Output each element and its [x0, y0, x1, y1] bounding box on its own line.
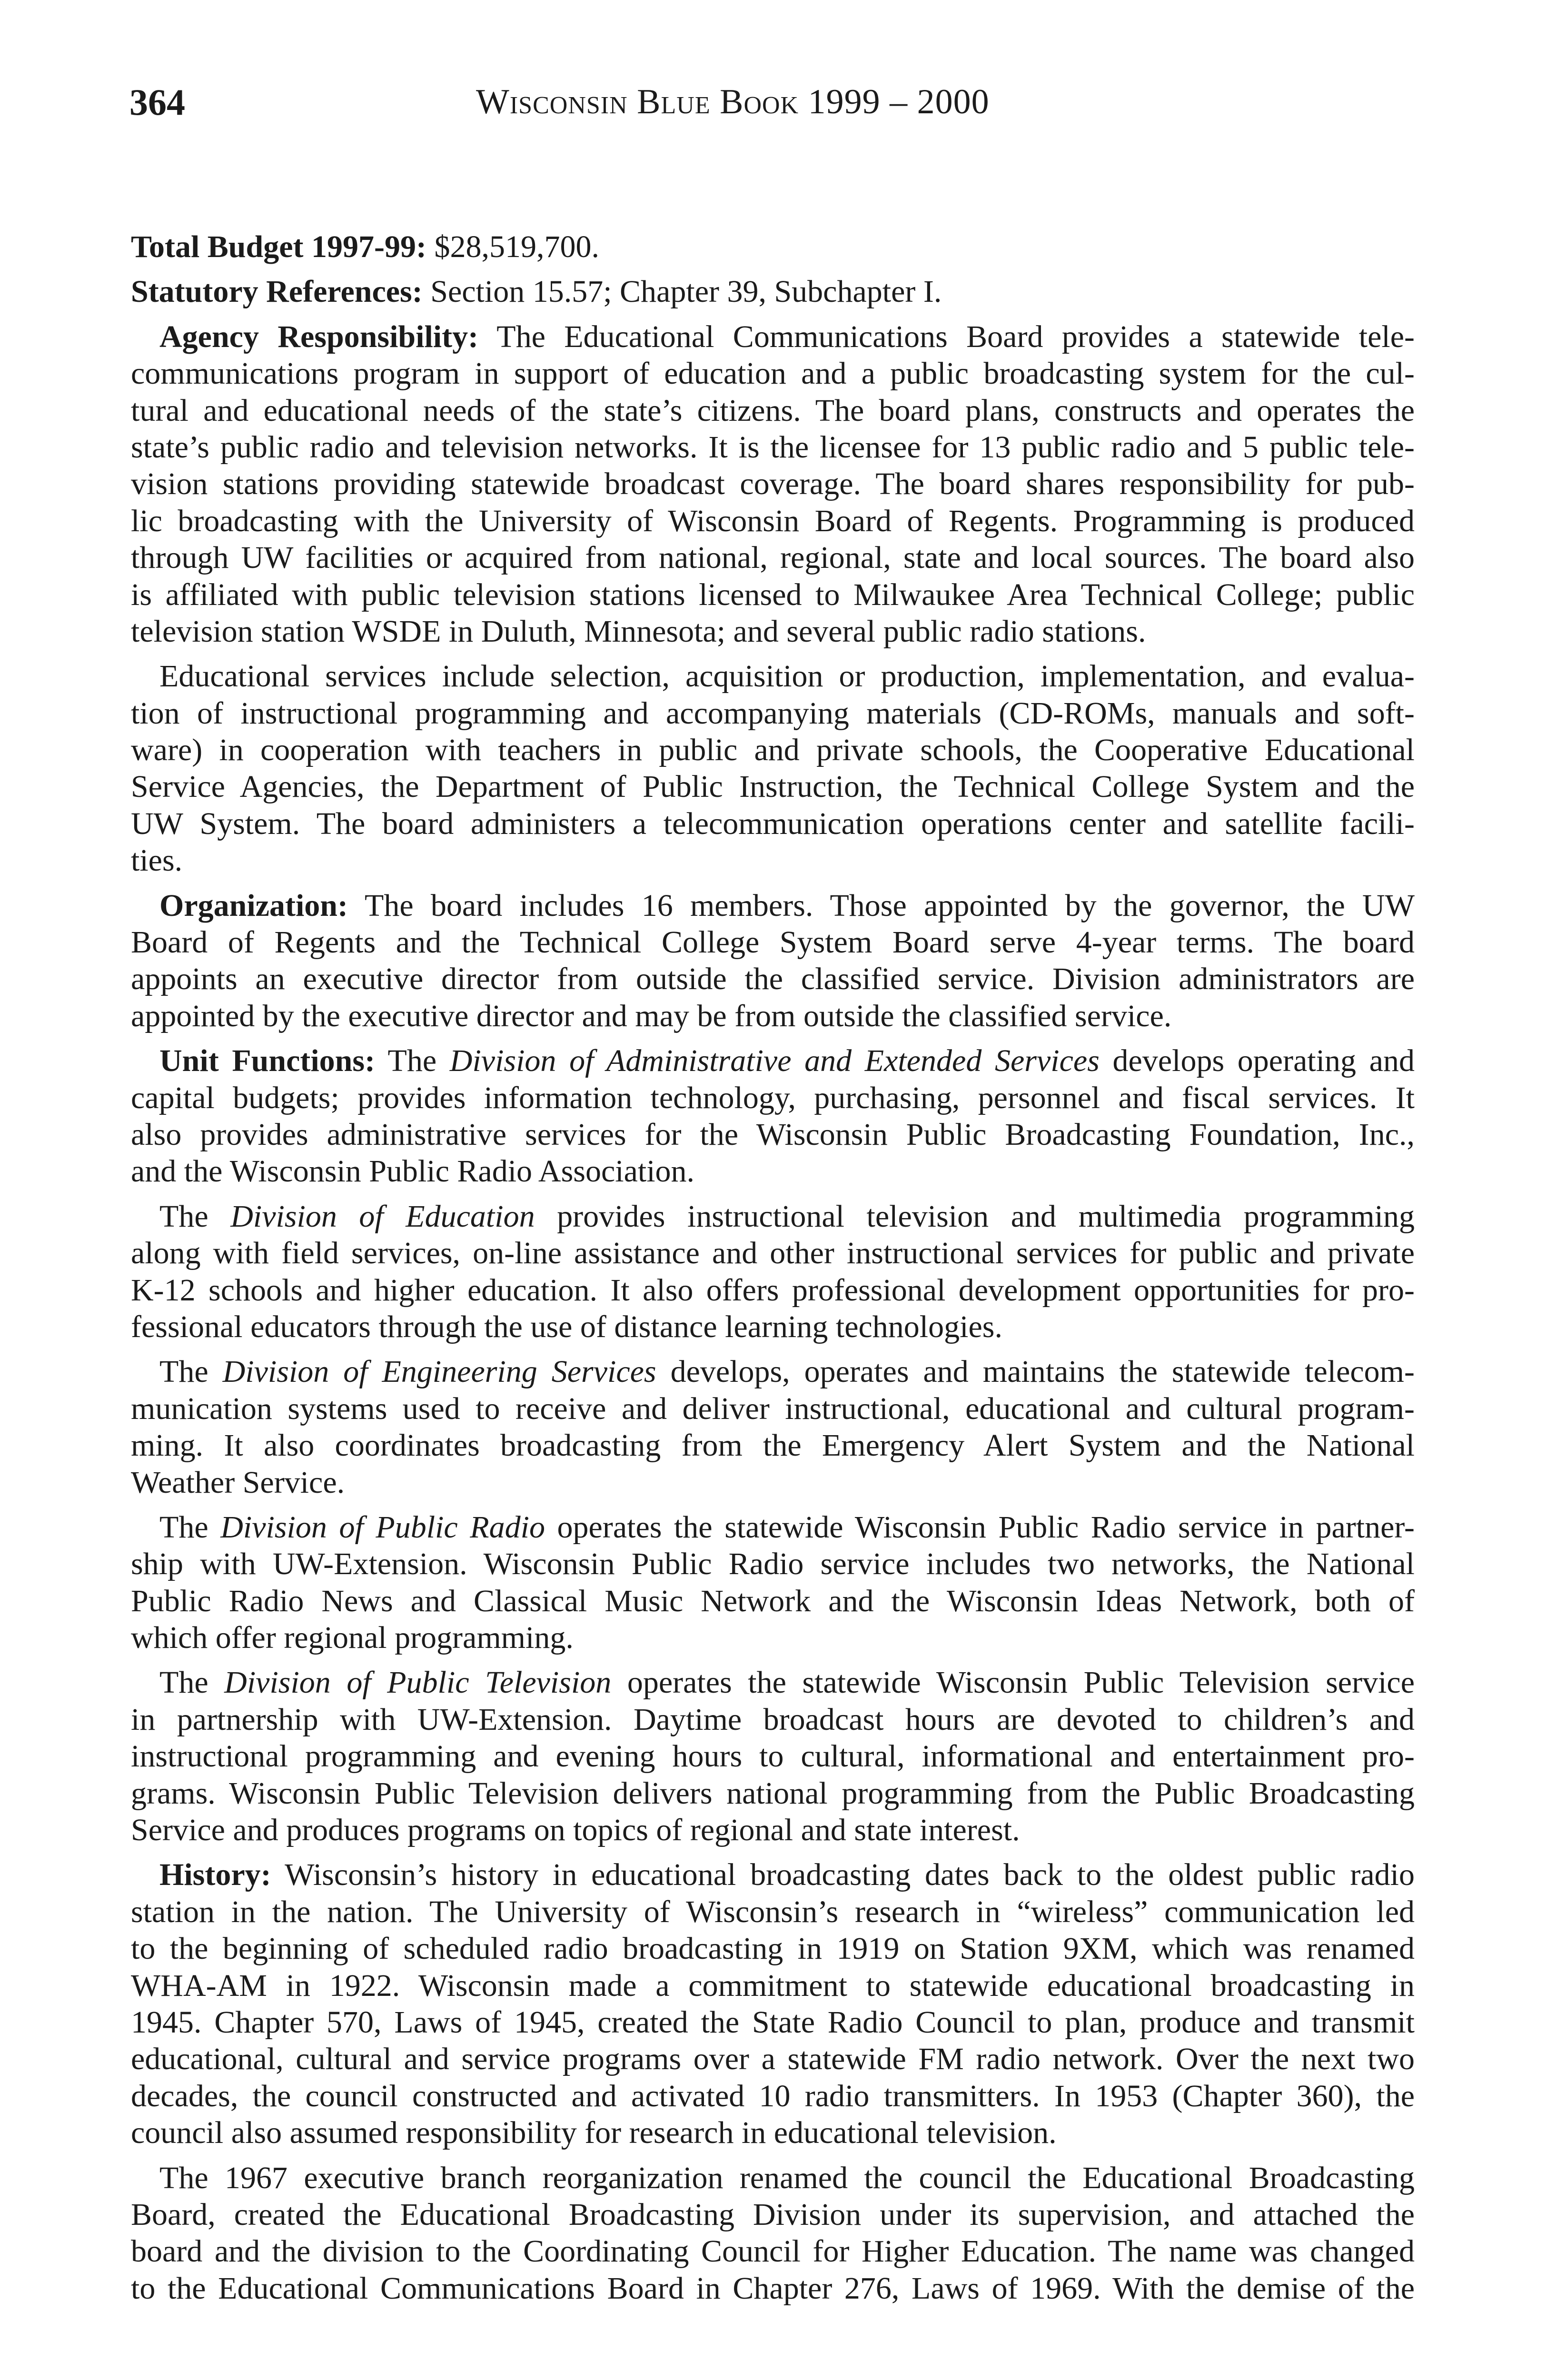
- text-line: [131, 805, 1415, 842]
- text-run: The: [375, 1043, 450, 1079]
- text-run: council also assumed responsibility for research in educational television.: [131, 2115, 1057, 2151]
- text-line: [131, 1967, 1415, 2004]
- text-line: [131, 1272, 1415, 1309]
- text-line: [131, 1427, 1415, 1464]
- paragraph: [131, 273, 1415, 310]
- text-line: [131, 1198, 1415, 1235]
- text-run: station in the nation. The University of Wisconsin’s research in “wireless” communication led: [131, 1894, 1415, 1929]
- text-run: communications program in support of education and a public broadcasting system for the cul-: [131, 356, 1415, 391]
- text-line: [131, 658, 1415, 694]
- text-run: develops operating and: [1099, 1043, 1415, 1079]
- text-line: [131, 2078, 1415, 2114]
- text-line: [131, 1701, 1415, 1738]
- text-run: munication systems used to receive and deliver instructional, educational and cultural program-: [131, 1391, 1415, 1426]
- paragraph: [131, 318, 1415, 650]
- text-line: [131, 2114, 1415, 2151]
- text-line: [131, 2041, 1415, 2077]
- text-run: The: [159, 1354, 223, 1389]
- bold-lead-in: Organization:: [159, 888, 348, 923]
- bold-lead-in: History:: [159, 1857, 271, 1893]
- italic-division-name: Division of Administrative and Extended Services: [449, 1043, 1100, 1079]
- text-run: WHA-AM in 1922. Wisconsin made a commitment to statewide educational broadcasting in: [131, 1968, 1415, 2003]
- text-line: [131, 1546, 1415, 1582]
- text-run: which offer regional programming.: [131, 1620, 574, 1656]
- text-run: decades, the council constructed and activated 10 radio transmitters. In 1953 (Chapter 360), the: [131, 2078, 1415, 2113]
- text-line: [131, 1738, 1415, 1775]
- text-run: Board, created the Educational Broadcasting Division under its supervision, and attached the: [131, 2197, 1415, 2232]
- text-run: Service and produces programs on topics of regional and state interest.: [131, 1813, 1020, 1848]
- text-line: [131, 318, 1415, 355]
- text-run: ship with UW-Extension. Wisconsin Public Radio service includes two networks, the National: [131, 1547, 1415, 1582]
- text-run: operates the statewide Wisconsin Public Radio service in partner-: [545, 1509, 1415, 1545]
- text-run: Section 15.57; Chapter 39, Subchapter I.: [422, 274, 942, 309]
- text-run: Service Agencies, the Department of Public Instruction, the Technical College System and the: [131, 769, 1415, 804]
- paragraph: [131, 1509, 1415, 1656]
- paragraph: [131, 658, 1415, 879]
- text-line: [131, 998, 1415, 1034]
- paragraph: [131, 887, 1415, 1035]
- text-run: grams. Wisconsin Public Television delivers national programming from the Public Broadcasting: [131, 1775, 1415, 1811]
- text-run: lic broadcasting with the University of Wisconsin Board of Regents. Programming is produced: [131, 503, 1415, 538]
- text-line: [131, 1775, 1415, 1812]
- text-run: board and the division to the Coordinating Council for Higher Education. The name was changed: [131, 2234, 1415, 2269]
- paragraph: [131, 1042, 1415, 1190]
- text-run: Educational services include selection, acquisition or production, implementation, and evalua-: [159, 659, 1415, 694]
- text-run: to the Educational Communications Board in Chapter 276, Laws of 1969. With the demise of the: [131, 2271, 1415, 2306]
- text-run: in partnership with UW-Extension. Daytime broadcast hours are devoted to children’s and: [131, 1702, 1415, 1737]
- text-line: [131, 392, 1415, 429]
- paragraph: [131, 1664, 1415, 1848]
- text-line: [131, 1509, 1415, 1546]
- text-line: [131, 1464, 1415, 1501]
- text-line: [131, 1153, 1415, 1190]
- text-line: [131, 1619, 1415, 1656]
- text-run: vision stations providing statewide broadcast coverage. The board shares responsibility for pub-: [131, 466, 1415, 502]
- bold-lead-in: Statutory References:: [131, 274, 423, 309]
- text-run: provides instructional television and multimedia programming: [535, 1199, 1415, 1234]
- text-run: ming. It also coordinates broadcasting from the Emergency Alert System and the National: [131, 1428, 1415, 1463]
- text-line: [131, 1583, 1415, 1619]
- page-number: 364: [129, 81, 185, 123]
- bold-lead-in: Unit Functions:: [159, 1043, 376, 1079]
- bold-lead-in: Total Budget 1997-99:: [131, 229, 426, 264]
- text-run: and the Wisconsin Public Radio Association.: [131, 1154, 695, 1189]
- text-line: [131, 539, 1415, 576]
- text-line: [131, 732, 1415, 768]
- text-line: [131, 2270, 1415, 2307]
- text-run: The Educational Communications Board provides a statewide tele-: [478, 319, 1415, 354]
- bold-lead-in: Agency Responsibility:: [159, 319, 479, 354]
- text-run: The: [159, 1509, 221, 1545]
- text-line: [131, 961, 1415, 997]
- text-line: [131, 1042, 1415, 1079]
- text-line: [131, 273, 1415, 310]
- text-run: Public Radio News and Classical Music Network and the Wisconsin Ideas Network, both of: [131, 1583, 1415, 1618]
- text-line: [131, 2196, 1415, 2233]
- text-run: educational, cultural and service programs over a statewide FM radio network. Over the next two: [131, 2042, 1415, 2077]
- text-line: [131, 924, 1415, 961]
- text-run: appointed by the executive director and may be from outside the classified service.: [131, 998, 1172, 1033]
- text-line: [131, 2160, 1415, 2196]
- text-line: [131, 1930, 1415, 1967]
- text-line: [131, 2233, 1415, 2270]
- text-line: [131, 768, 1415, 805]
- text-run: instructional programming and evening hours to cultural, informational and entertainment pro-: [131, 1739, 1415, 1774]
- text-line: [131, 1812, 1415, 1848]
- text-run: develops, operates and maintains the statewide telecom-: [656, 1354, 1415, 1389]
- text-run: also provides administrative services for the Wisconsin Public Broadcasting Foundation, Inc.,: [131, 1117, 1415, 1152]
- italic-division-name: Division of Public Television: [224, 1665, 612, 1700]
- text-run: television station WSDE in Duluth, Minnesota; and several public radio stations.: [131, 614, 1146, 649]
- text-run: The: [159, 1199, 231, 1234]
- text-run: K-12 schools and higher education. It also offers professional development opportunities for pro-: [131, 1272, 1415, 1308]
- text-line: [131, 1353, 1415, 1390]
- text-line: [131, 1309, 1415, 1345]
- text-run: UW System. The board administers a telecommunication operations center and satellite facili-: [131, 806, 1415, 841]
- paragraph: [131, 1856, 1415, 2151]
- text-line: [131, 1664, 1415, 1701]
- paragraph: [131, 228, 1415, 265]
- text-run: 1945. Chapter 570, Laws of 1945, created the State Radio Council to plan, produce and transmit: [131, 2004, 1415, 2040]
- text-run: ware) in cooperation with teachers in public and private schools, the Cooperative Educational: [131, 733, 1415, 768]
- text-line: [131, 228, 1415, 265]
- text-line: [131, 695, 1415, 732]
- italic-division-name: Division of Engineering Services: [222, 1354, 656, 1389]
- text-line: [131, 613, 1415, 650]
- text-run: is affiliated with public television stations licensed to Milwaukee Area Technical College; public: [131, 577, 1415, 612]
- text-run: tion of instructional programming and accompanying materials (CD-ROMs, manuals and soft-: [131, 695, 1415, 731]
- text-line: [131, 503, 1415, 539]
- text-run: The board includes 16 members. Those appointed by the governor, the UW: [347, 888, 1415, 923]
- text-run: to the beginning of scheduled radio broadcasting in 1919 on Station 9XM, which was renamed: [131, 1931, 1415, 1966]
- text-run: The: [159, 1665, 225, 1700]
- text-line: [131, 2004, 1415, 2041]
- text-line: [131, 842, 1415, 879]
- paragraph: [131, 2160, 1415, 2307]
- paragraph: [131, 1198, 1415, 1346]
- italic-division-name: Division of Public Radio: [220, 1509, 545, 1545]
- text-line: [131, 576, 1415, 613]
- text-line: [131, 466, 1415, 502]
- italic-division-name: Division of Education: [230, 1199, 535, 1234]
- text-run: capital budgets; provides information technology, purchasing, personnel and fiscal services. It: [131, 1080, 1415, 1115]
- text-line: [131, 1116, 1415, 1153]
- text-run: Board of Regents and the Technical College System Board serve 4-year terms. The board: [131, 925, 1415, 960]
- paragraph: [131, 1353, 1415, 1501]
- text-line: [131, 1235, 1415, 1271]
- text-line: [131, 429, 1415, 466]
- text-line: [131, 1856, 1415, 1893]
- text-run: through UW facilities or acquired from national, regional, state and local sources. The board also: [131, 540, 1415, 575]
- text-run: The 1967 executive branch reorganization renamed the council the Educational Broadcasting: [159, 2160, 1415, 2195]
- text-line: [131, 1390, 1415, 1427]
- text-run: operates the statewide Wisconsin Public Television service: [611, 1665, 1415, 1700]
- text-run: ties.: [131, 843, 183, 878]
- text-run: $28,519,700.: [426, 229, 599, 264]
- running-title: Wisconsin Blue Book 1999 – 2000: [476, 82, 990, 121]
- text-run: tural and educational needs of the state’s citizens. The board plans, constructs and operates the: [131, 393, 1415, 428]
- text-line: [131, 887, 1415, 924]
- text-run: appoints an executive director from outside the classified service. Division administrators are: [131, 962, 1415, 997]
- text-line: [131, 1080, 1415, 1116]
- text-line: [131, 1894, 1415, 1930]
- text-run: along with field services, on-line assistance and other instructional services for public and private: [131, 1236, 1415, 1271]
- text-line: [131, 355, 1415, 392]
- text-run: Weather Service.: [131, 1465, 345, 1500]
- text-run: state’s public radio and television networks. It is the licensee for 13 public radio and 5 public tele-: [131, 429, 1415, 465]
- text-run: fessional educators through the use of distance learning technologies.: [131, 1309, 1002, 1344]
- body-text: [131, 228, 1415, 2307]
- text-run: Wisconsin’s history in educational broadcasting dates back to the oldest public radio: [271, 1857, 1415, 1893]
